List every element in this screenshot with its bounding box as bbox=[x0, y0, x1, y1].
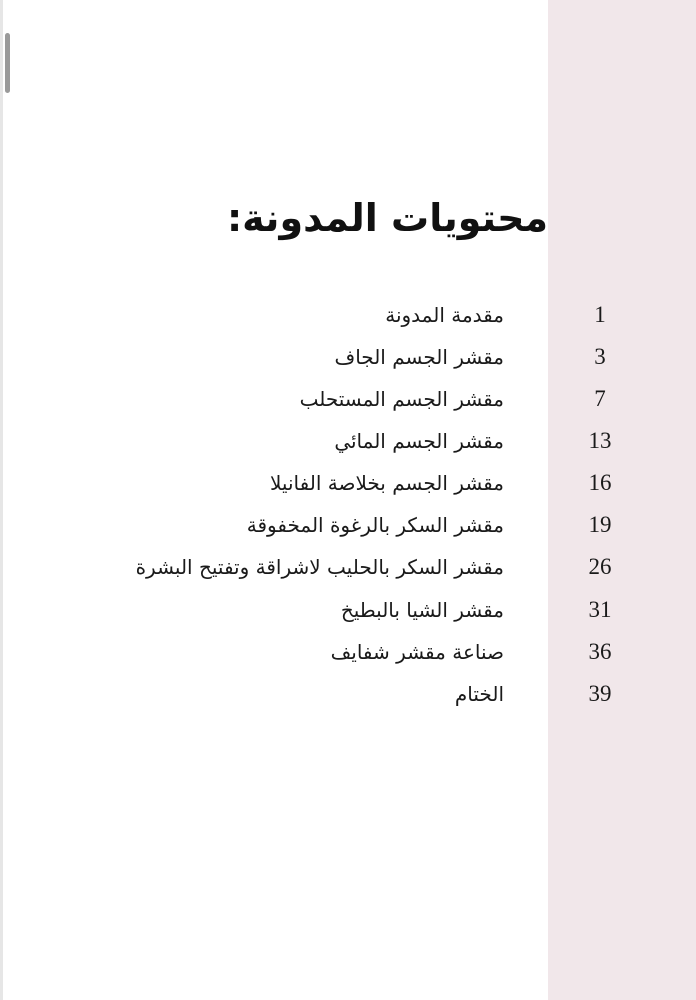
toc-row bbox=[0, 378, 696, 420]
toc-row bbox=[0, 589, 696, 631]
toc-row bbox=[0, 673, 696, 715]
toc-page-number: 26 bbox=[588, 554, 612, 579]
toc-page-number: 39 bbox=[588, 681, 612, 706]
toc-row bbox=[0, 546, 696, 588]
toc-row bbox=[0, 420, 696, 462]
toc-page-number: 31 bbox=[588, 597, 612, 622]
toc-entry-label: مقدمة المدونة bbox=[385, 303, 504, 327]
toc-row bbox=[0, 631, 696, 673]
toc-entry-label: مقشر الجسم المستحلب bbox=[299, 387, 504, 411]
toc-entry-label: مقشر الجسم المائي bbox=[334, 429, 504, 453]
toc-page-number: 19 bbox=[588, 512, 612, 537]
toc-entry-label: صناعة مقشر شفايف bbox=[330, 640, 504, 664]
toc-entry-label: مقشر السكر بالرغوة المخفوقة bbox=[246, 513, 504, 537]
toc-row bbox=[0, 504, 696, 546]
toc-row bbox=[0, 336, 696, 378]
toc-entry-label: الختام bbox=[454, 682, 504, 706]
toc-row bbox=[0, 462, 696, 504]
toc-page-number: 13 bbox=[588, 428, 612, 453]
toc-page-number: 7 bbox=[594, 386, 606, 411]
toc-row bbox=[0, 294, 696, 336]
page-title: محتويات المدونة: bbox=[226, 196, 548, 240]
toc-entry-label: مقشر الجسم الجاف bbox=[334, 345, 504, 369]
toc-page-number: 3 bbox=[594, 344, 606, 369]
toc-entry-label: مقشر السكر بالحليب لاشراقة وتفتيح البشرة bbox=[135, 555, 504, 579]
toc-entry-label: مقشر الشيا بالبطيخ bbox=[340, 598, 504, 622]
toc-page-number: 16 bbox=[588, 470, 612, 495]
toc-page-number: 1 bbox=[594, 302, 606, 327]
toc-page-number: 36 bbox=[588, 639, 612, 664]
toc-entry-label: مقشر الجسم بخلاصة الفانيلا bbox=[269, 471, 504, 495]
